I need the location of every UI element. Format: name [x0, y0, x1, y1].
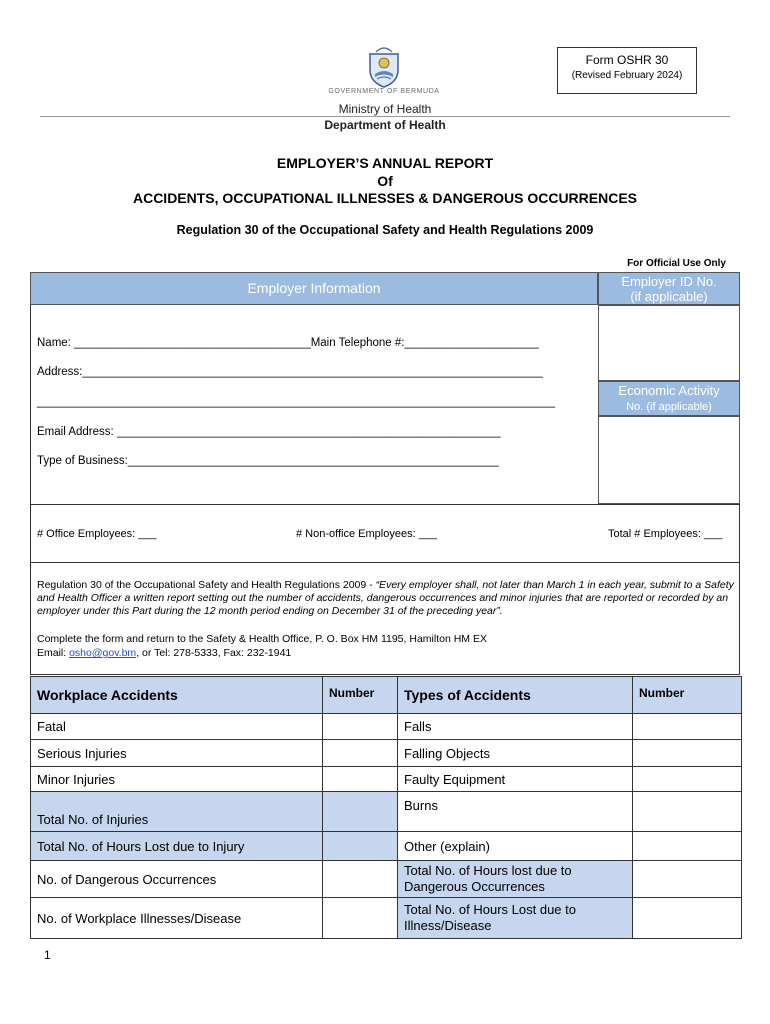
official-use-label: For Official Use Only: [627, 258, 726, 269]
regulation-quote: “Every employer shall, not later than March 1 in each year, submit to a Safety and Health Officer a written report setting out the number of accidents, dangerous occurrences and minor injuries that are reported or recorded by an employer under this Part during the 12 month period ending on December 31 of the preceding year”.: [37, 579, 734, 617]
row-label: No. of Workplace Illnesses/Disease: [31, 898, 323, 939]
number-input[interactable]: [633, 832, 742, 861]
row-label: Burns: [398, 792, 633, 832]
number-input[interactable]: [633, 861, 742, 898]
table-row: [31, 714, 742, 740]
form-id: Form OSHR 30: [585, 53, 669, 67]
government-crest-logo: [366, 46, 402, 88]
regulation-prefix: Regulation 30 of the Occupational Safety and Health Regulations 2009 -: [37, 579, 376, 591]
regulation-instructions: [37, 579, 737, 618]
row-label: Faulty Equipment: [398, 767, 633, 792]
row-label: Other (explain): [398, 832, 633, 861]
row-label: Total No. of Hours Lost due to Injury: [31, 832, 323, 861]
number-header: Number: [633, 677, 742, 714]
ministry-name: Ministry of Health: [338, 102, 432, 116]
number-input[interactable]: [633, 767, 742, 792]
contact-suffix: , or Tel: 278-5333, Fax: 232-1941: [136, 647, 292, 659]
report-title-line3: ACCIDENTS, OCCUPATIONAL ILLNESSES & DANGEROUS OCCURRENCES: [132, 190, 638, 206]
government-of-bermuda-wordmark: GOVERNMENT OF BERMUDA: [328, 88, 440, 95]
table-row: [31, 767, 742, 792]
table-row: [31, 861, 742, 898]
number-input[interactable]: [323, 740, 398, 767]
types-of-accidents-header: Types of Accidents: [398, 677, 633, 714]
number-input[interactable]: [633, 740, 742, 767]
department-name: Department of Health: [324, 118, 446, 132]
email-prefix: Email:: [37, 647, 70, 659]
economic-activity-title: Economic Activity: [618, 383, 720, 398]
section-divider: [30, 504, 740, 505]
type-of-business-field[interactable]: Type of Business:__________________________________________________________: [37, 455, 499, 467]
row-label: Falling Objects: [398, 740, 633, 767]
email-link[interactable]: osho@gov.bm: [69, 647, 137, 659]
row-label: Total No. of Hours Lost due to Illness/Disease: [398, 898, 633, 939]
row-label: No. of Dangerous Occurrences: [31, 861, 323, 898]
table-row: [31, 832, 742, 861]
employer-id-title: Employer ID No.: [621, 274, 717, 289]
employer-information-header: Employer Information: [30, 272, 598, 305]
number-input[interactable]: [323, 767, 398, 792]
header-rule: [40, 116, 730, 117]
address-field[interactable]: Address:________________________________________________________________________: [37, 366, 543, 378]
row-label: Fatal: [31, 714, 323, 740]
number-input[interactable]: [323, 898, 398, 939]
contact-line: [37, 647, 737, 660]
economic-activity-field[interactable]: [598, 416, 740, 504]
economic-activity-subtitle: No. (if applicable): [626, 401, 712, 413]
form-id-box: [557, 47, 697, 94]
email-address-field[interactable]: Email Address: ____________________________________________________________: [37, 426, 501, 438]
number-input[interactable]: [633, 714, 742, 740]
report-title-line1: EMPLOYER’S ANNUAL REPORT: [276, 155, 494, 171]
return-instructions: Complete the form and return to the Safety & Health Office, P. O. Box HM 1195, Hamilton HM EX: [37, 633, 487, 645]
row-label: Serious Injuries: [31, 740, 323, 767]
form-revised-date: (Revised February 2024): [571, 70, 683, 81]
name-telephone-field[interactable]: Name: _____________________________________Main Telephone #:_____________________: [37, 337, 539, 349]
regulation-subtitle: Regulation 30 of the Occupational Safety and Health Regulations 2009: [176, 223, 594, 237]
office-employees-field[interactable]: # Office Employees: ___: [37, 528, 157, 540]
row-label: Falls: [398, 714, 633, 740]
number-header: Number: [323, 677, 398, 714]
address-field-line2[interactable]: _________________________________________________________________________________: [37, 396, 556, 408]
report-title-line2: Of: [377, 173, 393, 189]
row-label: Total No. of Hours lost due to Dangerous Occurrences: [398, 861, 633, 898]
row-label: Total No. of Injuries: [31, 792, 323, 832]
number-input[interactable]: [323, 861, 398, 898]
number-input[interactable]: [633, 792, 742, 832]
total-employees-field[interactable]: Total # Employees: ___: [608, 528, 723, 540]
employer-id-header: [598, 272, 740, 305]
page-number: 1: [44, 948, 51, 962]
employer-id-subtitle: (if applicable): [630, 289, 708, 304]
number-input[interactable]: [633, 898, 742, 939]
table-row: [31, 898, 742, 939]
row-label: Minor Injuries: [31, 767, 323, 792]
number-input[interactable]: [323, 714, 398, 740]
table-row: [31, 792, 742, 832]
number-input[interactable]: [323, 832, 398, 861]
workplace-accidents-header: Workplace Accidents: [31, 677, 323, 714]
economic-activity-header: [598, 381, 740, 416]
section-divider: [30, 562, 740, 563]
employer-id-field[interactable]: [598, 305, 740, 381]
accidents-table: [30, 676, 742, 939]
table-row: [31, 740, 742, 767]
number-input[interactable]: [323, 792, 398, 832]
table-header-row: [31, 677, 742, 714]
non-office-employees-field[interactable]: # Non-office Employees: ___: [296, 528, 438, 540]
